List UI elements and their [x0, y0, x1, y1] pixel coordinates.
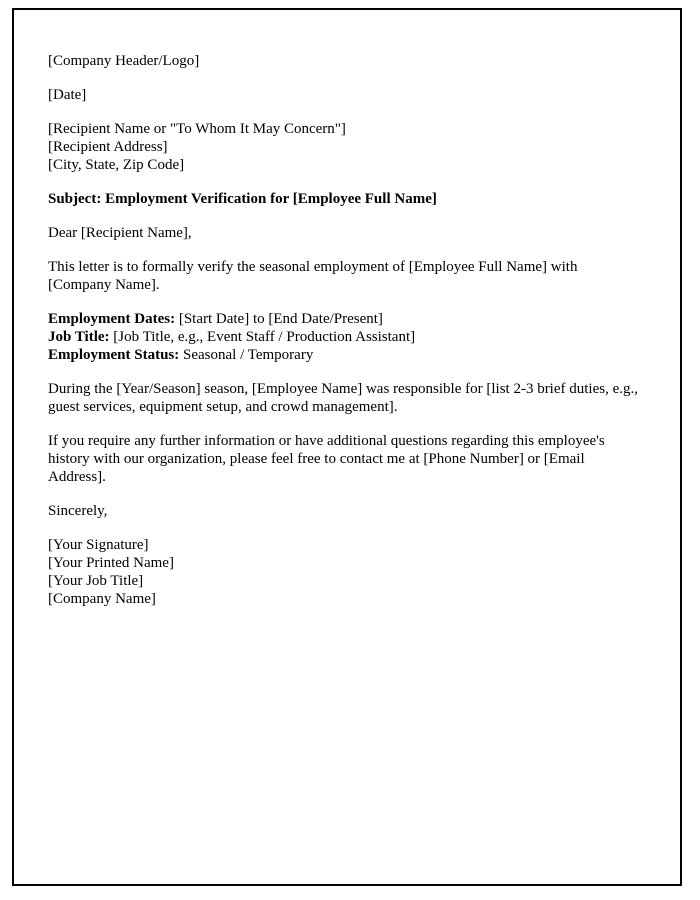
employment-status-label: Employment Status:: [48, 347, 180, 363]
closing: Sincerely,: [48, 503, 108, 519]
signature-placeholder: [Your Signature]: [48, 537, 149, 553]
signature-block: [48, 536, 640, 608]
recipient-city-state-zip: [City, State, Zip Code]: [48, 157, 185, 173]
signer-company-name: [Company Name]: [48, 591, 156, 607]
date-line: [Date]: [48, 87, 87, 103]
intro-paragraph: This letter is to formally verify the seasonal employment of [Employee Full Name] with [Company Name].: [48, 259, 578, 293]
signer-job-title: [Your Job Title]: [48, 573, 144, 589]
printed-name: [Your Printed Name]: [48, 555, 174, 571]
company-header-placeholder: [Company Header/Logo]: [48, 53, 200, 69]
employment-status-value: Seasonal / Temporary: [179, 347, 314, 363]
letter-body: [14, 10, 680, 608]
salutation: Dear [Recipient Name],: [48, 225, 192, 241]
recipient-address: [Recipient Address]: [48, 139, 168, 155]
recipient-name: [Recipient Name or "To Whom It May Concern"]: [48, 121, 346, 137]
duties-paragraph: During the [Year/Season] season, [Employee Name] was responsible for [list 2-3 brief duties, e.g., guest services, equipment setup, and crowd management].: [48, 381, 638, 415]
letter-content: [48, 52, 640, 608]
subject-line: Subject: Employment Verification for [Employee Full Name]: [48, 191, 437, 207]
letter-page: [12, 8, 682, 886]
job-title-value: [Job Title, e.g., Event Staff / Production Assistant]: [109, 329, 416, 345]
job-title-line: [48, 328, 640, 346]
employment-dates-label: Employment Dates:: [48, 311, 176, 327]
employment-details-block: [48, 310, 640, 364]
employment-dates-value: [Start Date] to [End Date/Present]: [175, 311, 383, 327]
recipient-block: [48, 120, 640, 174]
job-title-label: Job Title:: [48, 329, 110, 345]
employment-status-line: [48, 346, 640, 364]
contact-paragraph: If you require any further information or have additional questions regarding this employee's history with our organization, please feel free to contact me at [Phone Number] or [Email Address].: [48, 433, 605, 485]
employment-dates-line: [48, 310, 640, 328]
